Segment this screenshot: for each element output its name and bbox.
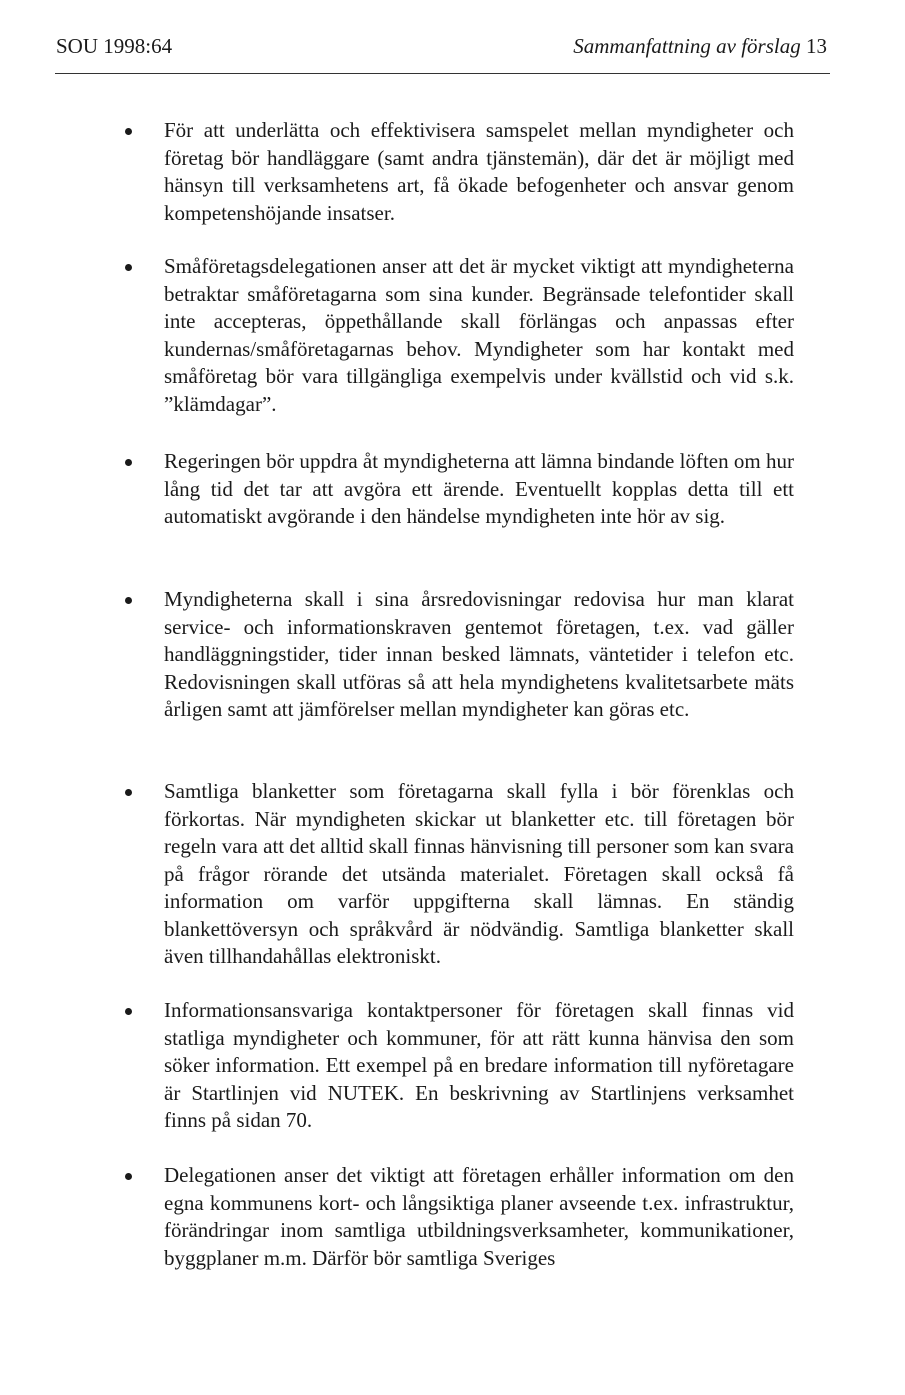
bullet-icon	[125, 1008, 132, 1015]
running-header	[573, 32, 827, 60]
bullet-icon	[125, 1173, 132, 1180]
bullet-text: Småföretagsdelegationen anser att det är mycket viktigt att myndigheterna betraktar småföretagarna som sina kunder. Begränsade telefontider skall inte accepteras, öppethållande skall förlängas och anpassas efter kundernas/småföretagarnas behov. Myndigheter som har kontakt med småföretag bör vara tillgängliga exempelvis under kvällstid och vid s.k. ”klämdagar”.	[164, 254, 794, 416]
page-number: 13	[806, 34, 827, 58]
bullet-icon	[125, 597, 132, 604]
bullet-icon	[125, 459, 132, 466]
header-rule	[55, 73, 830, 74]
bullet-text: Samtliga blanketter som företagarna skall fylla i bör förenklas och förkortas. När myndigheten skickar ut blanketter etc. till företagen bör regeln vara att det alltid skall finnas hänvisning till personer som kan svara på frågor rörande det utsända materialet. Företagen skall också få information om varför uppgifterna skall lämnas. En ständig blankettöversyn och språkvård är nödvändig. Samtliga blanketter skall även tillhandahållas elektroniskt.	[164, 779, 794, 968]
bullet-text: För att underlätta och effektivisera samspelet mellan myndigheter och företag bör handläggare (samt andra tjänstemän), där det är möjligt med hänsyn till verksamhetens art, få ökade befogenheter och ansvar genom kompetenshöjande insatser.	[164, 118, 794, 225]
bullet-icon	[125, 264, 132, 271]
bullet-icon	[125, 128, 132, 135]
section-title: Sammanfattning av förslag	[573, 34, 801, 58]
bullet-icon	[125, 789, 132, 796]
bullet-text: Informationsansvariga kontaktpersoner för företagen skall finnas vid statliga myndigheter och kommuner, för att rätt kunna hänvisa den som söker information. Ett exempel på en bredare information till nyföretagare är Startlinjen vid NUTEK. En beskrivning av Startlinjens verksamhet finns på sidan 70.	[164, 998, 794, 1132]
bullet-text: Myndigheterna skall i sina årsredovisningar redovisa hur man klarat service- och informationskraven gentemot företagen, t.ex. vad gäller handläggningstider, tider innan besked lämnats, väntetider i telefon etc. Redovisningen skall utföras så att hela myndighetens kvalitetsarbete mäts årligen samt att jämförelser mellan myndigheter kan göras etc.	[164, 587, 794, 721]
document-id: SOU 1998:64	[56, 34, 173, 58]
bullet-text: Regeringen bör uppdra åt myndigheterna att lämna bindande löften om hur lång tid det tar att avgöra ett ärende. Eventuellt kopplas detta till ett automatiskt avgörande i den händelse myndigheten inte hör av sig.	[164, 449, 794, 528]
bullet-text: Delegationen anser det viktigt att företagen erhåller information om den egna kommunens kort- och långsiktiga planer avseende t.ex. infrastruktur, förändringar inom samtliga utbildningsverksamheter, kommunikationer, byggplaner m.m. Därför bör samtliga Sveriges	[164, 1163, 794, 1270]
